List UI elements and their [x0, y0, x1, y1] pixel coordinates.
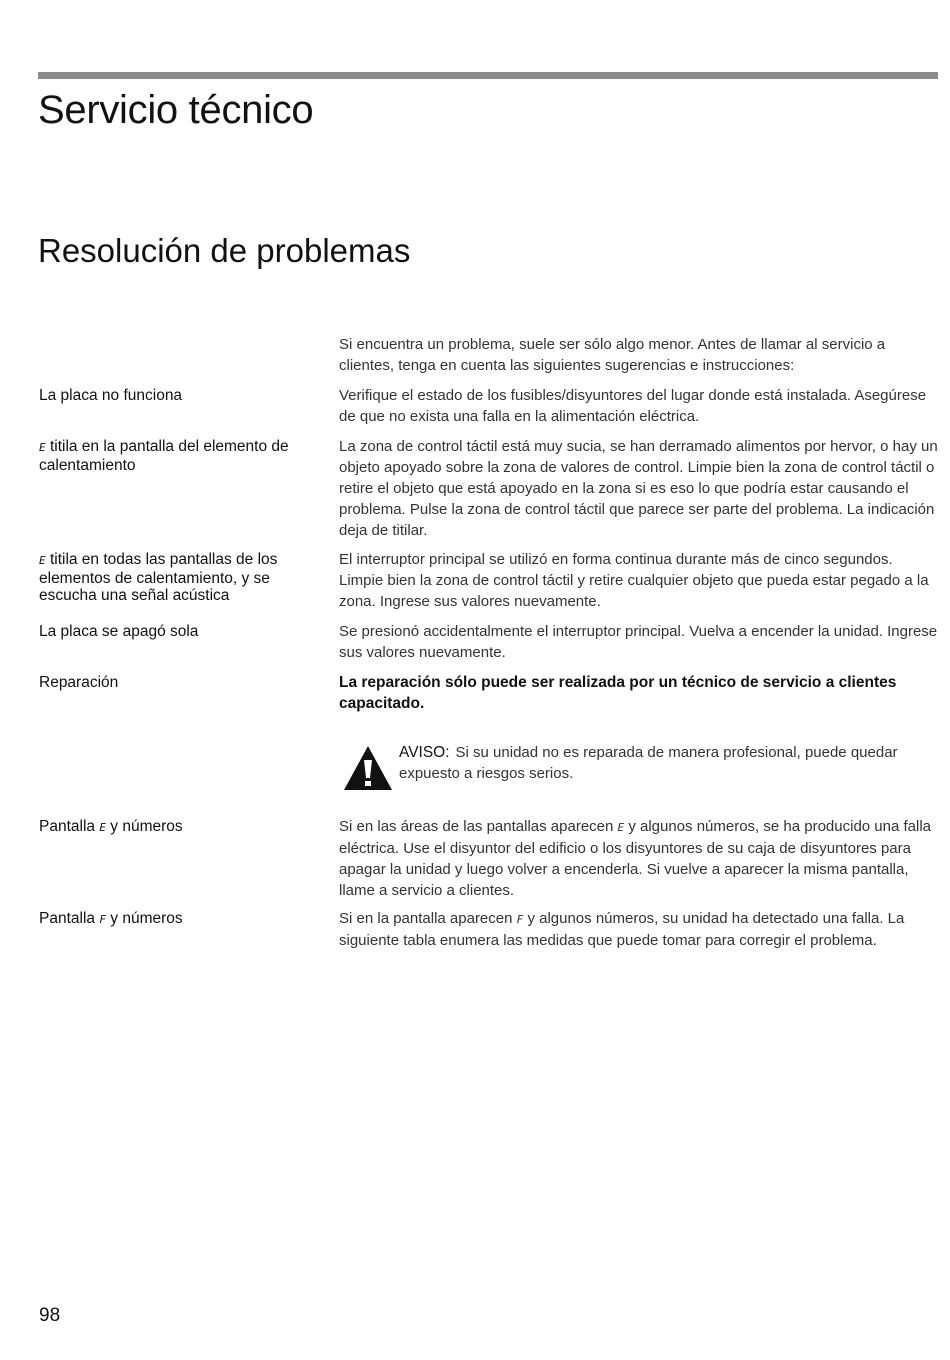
label-prefix: Pantalla: [39, 818, 96, 835]
text-suffix: y algunos números, se ha producido una falla eléctrica. Use el disyuntor del edificio o los disyuntores de su caja de disyuntores para apagar la unidad y luego volver a encenderla. Si vuelve a aparecer la misma pantalla, llame a servicio a clientes.: [339, 818, 932, 899]
row-label-pantalla-f: [39, 910, 314, 929]
e-symbol: E: [617, 821, 625, 834]
row-text-no-funciona: Verifique el estado de los fusibles/disyuntores del lugar donde está instalada. Asegúrese de que no exista una falla en la alimentación eléctrica.: [339, 387, 927, 425]
text-suffix: y algunos números, su unidad ha detectado una falla. La siguiente tabla enumera las medidas que puede tomar para corregir el problema.: [339, 910, 905, 949]
row-label-text: titila en todas las pantallas de los elementos de calentamiento, y se escucha una señal acústica: [39, 551, 278, 604]
label-prefix: Pantalla: [39, 910, 96, 927]
row-label-pantalla-e: [39, 818, 314, 837]
text-prefix: Si en la pantalla aparecen: [339, 910, 513, 927]
row-label-reparacion: Reparación: [39, 674, 119, 691]
e-symbol: E: [39, 441, 46, 454]
label-suffix: y números: [110, 910, 183, 927]
page-title: Servicio técnico: [38, 88, 314, 132]
row-label-text: titila en la pantalla del elemento de calentamiento: [39, 438, 289, 474]
row-text-apago-sola: Se presionó accidentalmente el interruptor principal. Vuelva a encender la unidad. Ingrese sus valores nuevamente.: [339, 623, 938, 661]
row-text-e-titila-pantalla: La zona de control táctil está muy sucia, se han derramado alimentos por hervor, o hay un objeto apoyado sobre la zona de valores de control. Limpie bien la zona de control táctil o retire el objeto que está apoyado en la zona si es eso lo que podría estar causando el problema. Pulse la zona de control táctil que parece ser parte del problema. La indicación deja de titilar.: [339, 438, 938, 539]
warning-label: AVISO:: [399, 744, 450, 761]
section-title: Resolución de problemas: [38, 232, 411, 269]
row-label-e-titila-pantalla: [39, 438, 314, 474]
row-text-e-titila-todas: El interruptor principal se utilizó en forma continua durante más de cinco segundos. Limpie bien la zona de control táctil y retire cualquier objeto que pueda estar pegado a la zona. Ingrese sus valores nuevamente.: [339, 551, 929, 610]
warning-text: Si su unidad no es reparada de manera profesional, puede quedar expuesto a riesgos serios.: [399, 744, 898, 782]
page-number: 98: [39, 1305, 61, 1326]
row-text-pantalla-f: [339, 908, 939, 951]
f-symbol: F: [516, 913, 524, 926]
row-label-e-titila-todas: [39, 551, 314, 605]
warning-notice: [399, 742, 944, 784]
warning-triangle-icon: [343, 745, 393, 791]
intro-text: Si encuentra un problema, suele ser sólo algo menor. Antes de llamar al servicio a clientes, tenga en cuenta las siguientes sugerencias e instrucciones:: [339, 336, 886, 374]
row-text-reparacion: La reparación sólo puede ser realizada por un técnico de servicio a clientes capacitado.: [339, 674, 897, 712]
row-text-pantalla-e: [339, 816, 939, 901]
e-symbol: E: [99, 821, 106, 834]
e-symbol: E: [39, 554, 46, 567]
text-prefix: Si en las áreas de las pantallas aparecen: [339, 818, 614, 835]
top-rule: [38, 72, 938, 79]
row-label-no-funciona: La placa no funciona: [39, 387, 183, 404]
f-symbol: F: [99, 913, 106, 926]
row-label-apago-sola: La placa se apagó sola: [39, 623, 199, 640]
label-suffix: y números: [110, 818, 183, 835]
